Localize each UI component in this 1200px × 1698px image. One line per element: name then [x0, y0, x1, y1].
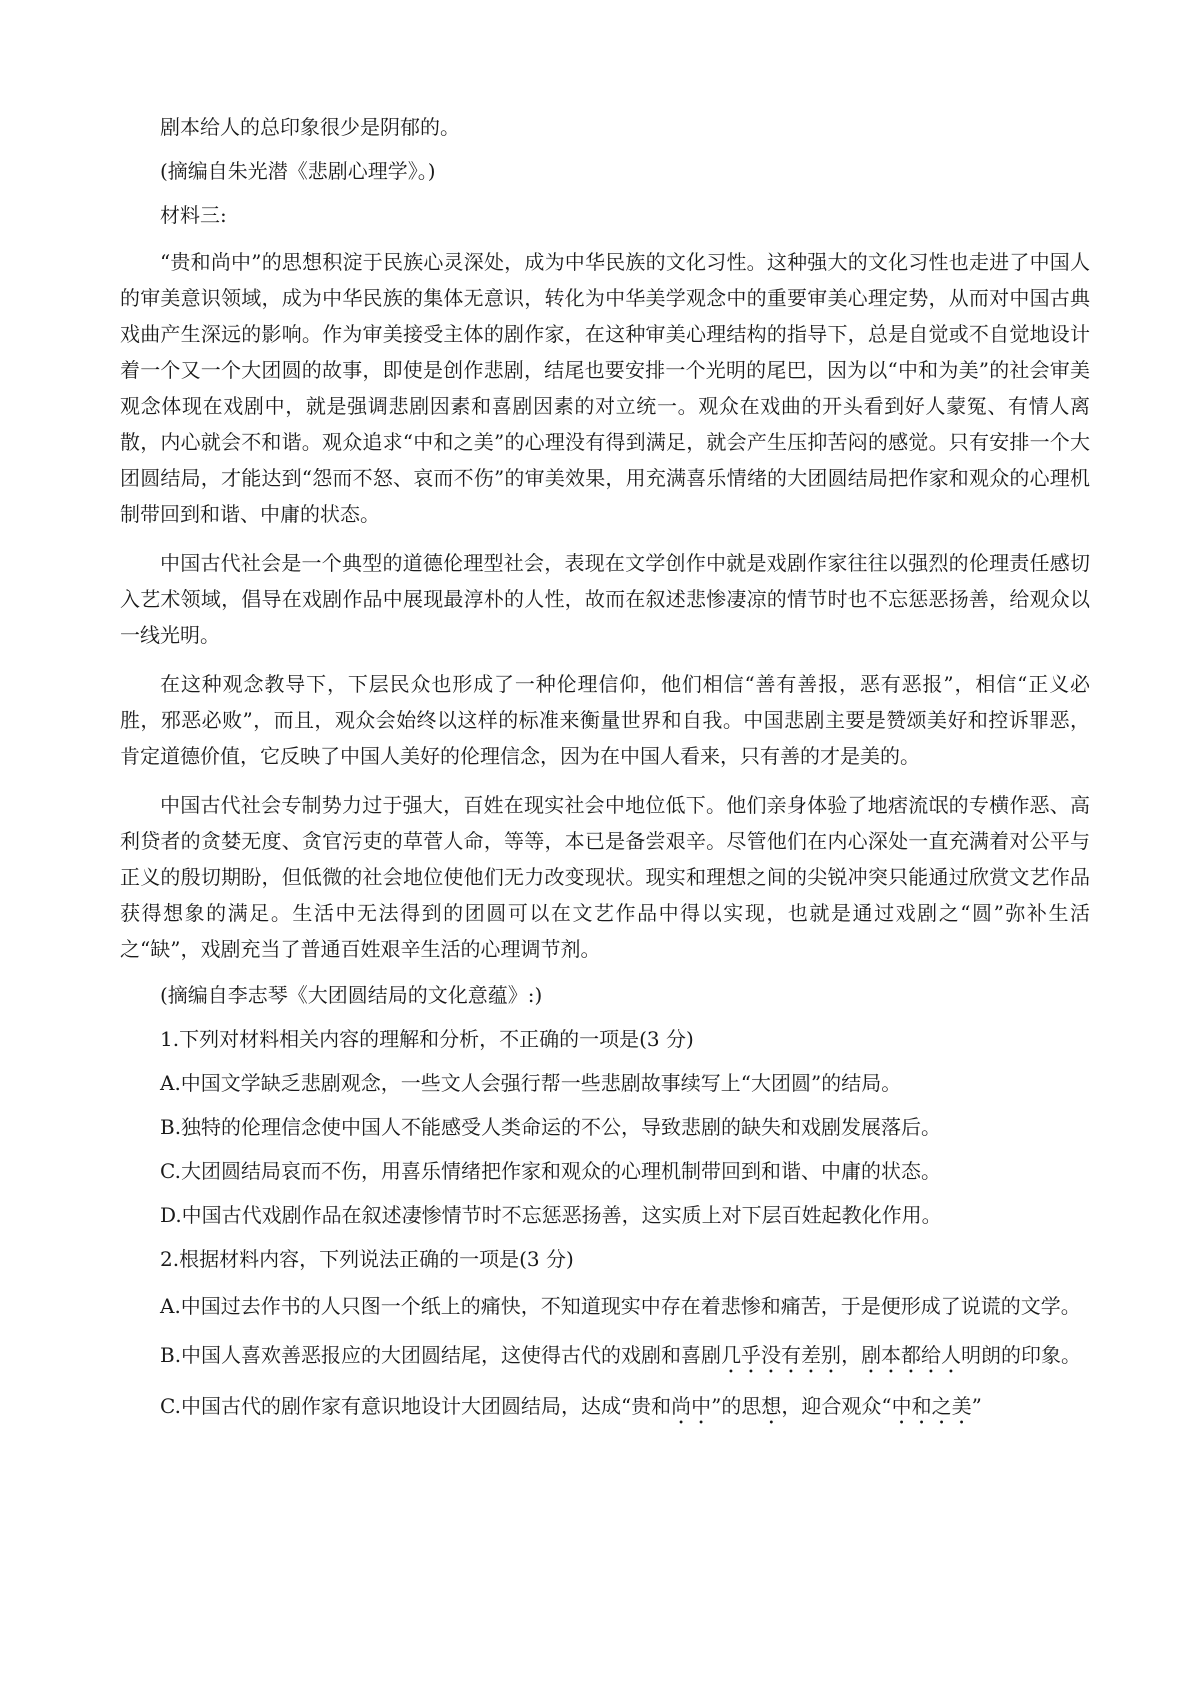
- question-2-option-b: [120, 1337, 1090, 1378]
- paragraph: 中国古代社会专制势力过于强大，百姓在现实社会中地位低下。他们亲身体验了地痞流氓的专横作恶、高利贷者的贪婪无度、贪官污吏的草菅人命，等等，本已是备尝艰辛。尽管他们在内心深处一直充满着对公平与正义的殷切期盼，但低微的社会地位使他们无力改变现状。现实和理想之间的尖锐冲突只能通过欣赏文艺作品获得想象的满足。生活中无法得到的团圆可以在文艺作品中得以实现，也就是通过戏剧之“圆”弥补生活之“缺”，戏剧充当了普通百姓艰辛生活的心理调节剂。: [120, 793, 1090, 961]
- source-citation: (摘编自朱光潜《悲剧心理学》。): [160, 159, 436, 183]
- emphasized-text: 剧本都给人: [861, 1343, 962, 1367]
- question-1-option-d: D.中国古代戏剧作品在叙述凄惨情节时不忘惩恶扬善，这实质上对下层百姓起教化作用。: [160, 1203, 942, 1227]
- question-1: 1.下列对材料相关内容的理解和分析，不正确的一项是(3 分): [160, 1027, 694, 1051]
- option-text: ”的思: [711, 1394, 762, 1418]
- option-text: ”: [971, 1394, 982, 1418]
- question-1-option-a: A.中国文学缺乏悲剧观念，一些文人会强行帮一些悲剧故事续写上“大团圆”的结局。: [160, 1071, 902, 1095]
- emphasized-text: 中和之美: [891, 1394, 972, 1418]
- source-citation: (摘编自李志琴《大团圆结局的文化意蕴》:): [160, 983, 543, 1007]
- question-2-option-c: [120, 1391, 1090, 1429]
- question-1-option-c: C.大团圆结局哀而不伤，用喜乐情绪把作家和观众的心理机制带回到和谐、中庸的状态。: [160, 1159, 941, 1183]
- option-text: B.中国人喜欢善恶报应的大团圆结尾，这使得古代的戏剧和喜剧: [160, 1343, 722, 1367]
- paragraph: 在这种观念教导下，下层民众也形成了一种伦理信仰，他们相信“善有善报，恶有恶报”，相信“正义必胜，邪恶必败”，而且，观众会始终以这样的标准来衡量世界和自我。中国悲剧主要是赞颂美好和控诉罪恶，肯定道德价值，它反映了中国人美好的伦理信念，因为在中国人看来，只有善的才是美的。: [120, 672, 1090, 768]
- option-text: 明朗的印象。: [961, 1343, 1082, 1367]
- option-text: ，迎合观众“: [781, 1394, 892, 1418]
- question-2: 2.根据材料内容，下列说法正确的一项是(3 分): [160, 1247, 574, 1271]
- paragraph: “贵和尚中”的思想积淀于民族心灵深处，成为中华民族的文化习性。这种强大的文化习性也走进了中国人的审美意识领域，成为中华民族的集体无意识，转化为中华美学观念中的重要审美心理定势，从而对中国古典戏曲产生深远的影响。作为审美接受主体的剧作家，在这种审美心理结构的指导下，总是自觉或不自觉地设计着一个又一个大团圆的故事，即使是创作悲剧，结尾也要安排一个光明的尾巴，因为以“中和为美”的社会审美观念体现在戏剧中，就是强调悲剧因素和喜剧因素的对立统一。观众在戏曲的开头看到好人蒙冤、有情人离散，内心就会不和谐。观众追求“中和之美”的心理没有得到满足，就会产生压抑苦闷的感觉。只有安排一个大团圆结局，才能达到“怨而不怒、哀而不伤”的审美效果，用充满喜乐情绪的大团圆结局把作家和观众的心理机制带回到和谐、中庸的状态。: [120, 250, 1090, 526]
- option-text: ，: [841, 1343, 862, 1367]
- paragraph: 中国古代社会是一个典型的道德伦理型社会，表现在文学创作中就是戏剧作家往往以强烈的伦理责任感切入艺术领域，倡导在戏剧作品中展现最淳朴的人性，故而在叙述悲惨凄凉的情节时也不忘惩恶扬善，给观众以一线光明。: [120, 551, 1090, 647]
- option-text: C.中国古代的剧作家有意识地设计大团圆结局，达成“贵和: [160, 1394, 672, 1418]
- emphasized-text: 想: [761, 1394, 782, 1418]
- emphasized-text: 几乎没有差别: [721, 1343, 842, 1367]
- question-1-option-b: B.独特的伦理信念使中国人不能感受人类命运的不公，导致悲剧的缺失和戏剧发展落后。: [160, 1115, 942, 1139]
- material-heading: 材料三:: [160, 203, 227, 227]
- question-2-option-a: A.中国过去作书的人只图一个纸上的痛快，不知道现实中存在着悲惨和痛苦，于是便形成了说谎的文学。: [160, 1294, 1081, 1318]
- paragraph: 剧本给人的总印象很少是阴郁的。: [160, 115, 460, 139]
- document-page: [120, 112, 1090, 1443]
- emphasized-text: 尚中: [671, 1394, 712, 1418]
